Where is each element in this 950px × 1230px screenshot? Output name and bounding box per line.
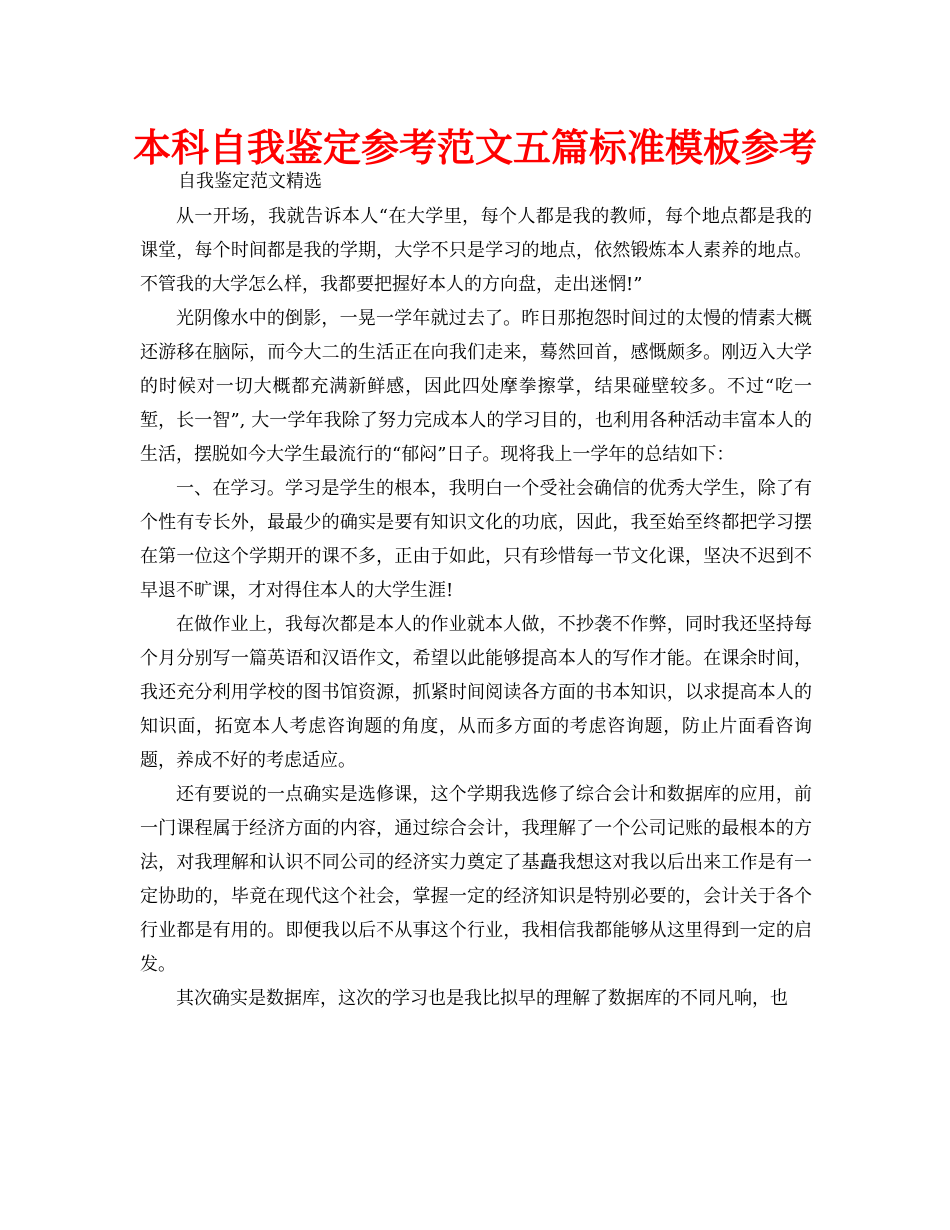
document-body [140,200,812,1016]
paragraph: 还有要说的一点确实是选修课，这个学期我选修了综合会计和数据库的应用，前一门课程属于经济方面的内容，通过综合会计，我理解了一个公司记账的最根本的方法，对我理解和认识不同公司的经济实力奠定了基矗我想这对我以后出来工作是有一定协助的，毕竟在现代这个社会，掌握一定的经济知识是特别必要的，会计关于各个行业都是有用的。即便我以后不从事这个行业，我相信我都能够从这里得到一定的启发。 [140,784,812,975]
paragraph: 一、在学习。学习是学生的根本，我明白一个受社会确信的优秀大学生，除了有个性有专长外，最最少的确实是要有知识文化的功底，因此，我至始至终都把学习摆在第一位这个学期开的课不多，正由于如此，只有珍惜每一节文化课，坚决不迟到不早退不旷课，才对得住本人的大学生涯! [140,478,812,601]
paragraph: 光阴像水中的倒影，一晃一学年就过去了。昨日那抱怨时间过的太慢的情素大概还游移在脑际，而今大二的生活正在向我们走来，蓦然回首，感慨颇多。刚迈入大学的时候对一切大概都充满新鲜感，因此四处摩拳擦掌，结果碰壁较多。不过“吃一堑，长一智”, 大一学年我除了努力完成本人的学习目的，也利用各种活动丰富本人的生活，摆脱如今大学生最流行的“郁闷”日子。现将我上一学年的总结如下： [140,308,812,465]
paragraph: 从一开场，我就告诉本人“在大学里，每个人都是我的教师，每个地点都是我的课堂，每个时间都是我的学期，大学不只是学习的地点，依然锻炼本人素养的地点。不管我的大学怎么样，我都要把握好本人的方向盘，走出迷惘!” [140,206,812,295]
paragraph: 在做作业上，我每次都是本人的作业就本人做，不抄袭不作弊，同时我还坚持每个月分别写一篇英语和汉语作文，希望以此能够提高本人的写作才能。在课余时间，我还充分利用学校的图书馆资源，抓紧时间阅读各方面的书本知识，以求提高本人的知识面，拓宽本人考虑咨询题的角度，从而多方面的考虑咨询题，防止片面看咨询题，养成不好的考虑适应。 [140,614,812,771]
paragraph: 其次确实是数据库，这次的学习也是我比拟早的理解了数据库的不同凡响，也 [176,988,788,1009]
document-subtitle: 自我鉴定范文精选 [178,171,322,192]
document-title: 本科自我鉴定参考范文五篇标准模板参考 [132,126,817,170]
